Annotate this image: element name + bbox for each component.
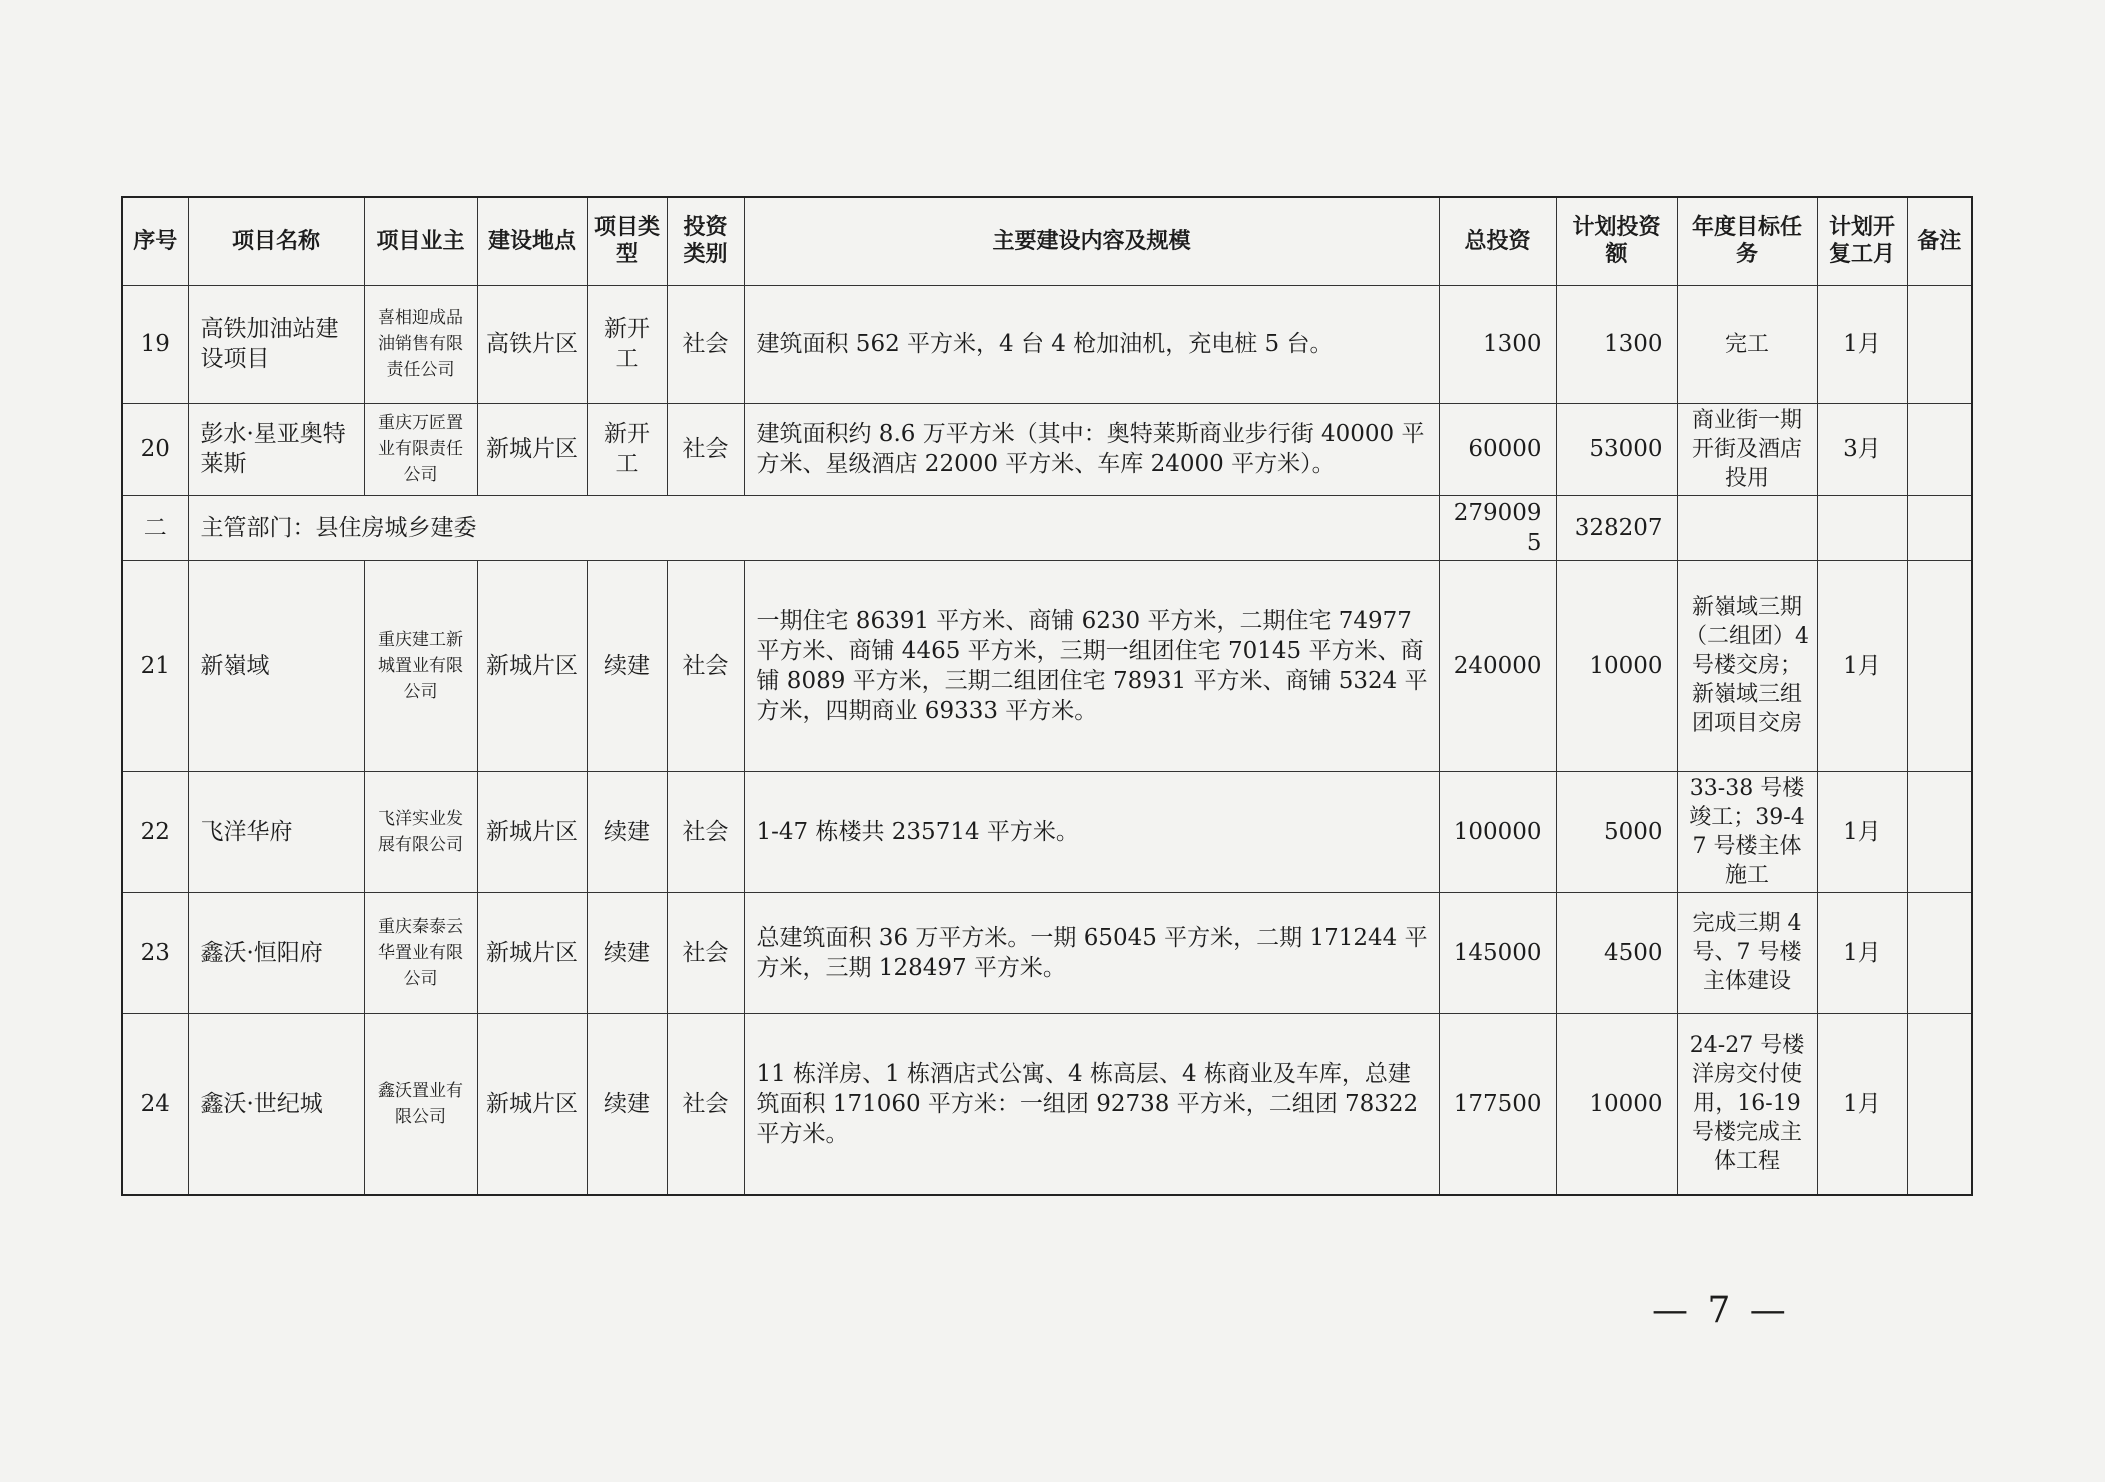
cell-month: 1月 <box>1817 1013 1907 1195</box>
section-label: 主管部门：县住房城乡建委 <box>188 495 1439 560</box>
cell-target: 完成三期 4 号、7 号楼主体建设 <box>1677 892 1817 1013</box>
page-number: — 7 — <box>1652 1290 1790 1331</box>
cell-location: 新城片区 <box>477 892 587 1013</box>
table-row <box>122 771 1972 892</box>
cell-remark <box>1907 892 1972 1013</box>
cell-remark <box>1907 285 1972 403</box>
cell-owner: 重庆建工新城置业有限公司 <box>364 560 477 771</box>
project-table-container <box>121 196 1971 1196</box>
section-planned: 328207 <box>1556 495 1677 560</box>
header-invest-cat: 投资类别 <box>667 197 744 285</box>
table-row <box>122 1013 1972 1195</box>
cell-total: 1300 <box>1439 285 1556 403</box>
header-row <box>122 197 1972 285</box>
cell-name: 鑫沃·世纪城 <box>188 1013 364 1195</box>
header-type: 项目类型 <box>587 197 667 285</box>
table-row <box>122 403 1972 495</box>
cell-name: 高铁加油站建设项目 <box>188 285 364 403</box>
header-name: 项目名称 <box>188 197 364 285</box>
cell-location: 新城片区 <box>477 771 587 892</box>
cell-content: 一期住宅 86391 平方米、商铺 6230 平方米，二期住宅 74977 平方米、商铺 4465 平方米，三期一组团住宅 70145 平方米、商铺 8089 平方米，三期二组团住宅 78931 平方米、商铺 5324 平方米，四期商业 69333 平方米。 <box>744 560 1439 771</box>
cell-content: 建筑面积约 8.6 万平方米（其中：奥特莱斯商业步行街 40000 平方米、星级酒店 22000 平方米、车库 24000 平方米）。 <box>744 403 1439 495</box>
cell-content: 总建筑面积 36 万平方米。一期 65045 平方米，二期 171244 平方米，三期 128497 平方米。 <box>744 892 1439 1013</box>
cell-planned: 10000 <box>1556 560 1677 771</box>
cell-invest-cat: 社会 <box>667 285 744 403</box>
header-target: 年度目标任务 <box>1677 197 1817 285</box>
cell-target: 24-27 号楼洋房交付使用，16-19 号楼完成主体工程 <box>1677 1013 1817 1195</box>
cell-planned: 5000 <box>1556 771 1677 892</box>
cell-remark <box>1907 771 1972 892</box>
cell-month: 1月 <box>1817 560 1907 771</box>
cell-owner: 鑫沃置业有限公司 <box>364 1013 477 1195</box>
cell-seq: 23 <box>122 892 188 1013</box>
cell-name: 新嶺域 <box>188 560 364 771</box>
cell-month: 3月 <box>1817 403 1907 495</box>
cell-name: 飞洋华府 <box>188 771 364 892</box>
cell-total: 100000 <box>1439 771 1556 892</box>
cell-owner: 喜相迎成品油销售有限责任公司 <box>364 285 477 403</box>
cell-target: 33-38 号楼竣工；39-47 号楼主体施工 <box>1677 771 1817 892</box>
cell-total: 177500 <box>1439 1013 1556 1195</box>
cell-month: 1月 <box>1817 285 1907 403</box>
cell-type: 续建 <box>587 1013 667 1195</box>
cell-invest-cat: 社会 <box>667 892 744 1013</box>
cell-target: 完工 <box>1677 285 1817 403</box>
cell-total: 240000 <box>1439 560 1556 771</box>
cell-target: 商业街一期开街及酒店投用 <box>1677 403 1817 495</box>
cell-planned: 53000 <box>1556 403 1677 495</box>
header-planned: 计划投资额 <box>1556 197 1677 285</box>
table-row <box>122 560 1972 771</box>
cell-remark <box>1907 560 1972 771</box>
cell-invest-cat: 社会 <box>667 1013 744 1195</box>
cell-content: 11 栋洋房、1 栋酒店式公寓、4 栋高层、4 栋商业及车库，总建筑面积 171060 平方米：一组团 92738 平方米，二组团 78322 平方米。 <box>744 1013 1439 1195</box>
cell-target: 新嶺域三期（二组团）4 号楼交房；新嶺域三组团项目交房 <box>1677 560 1817 771</box>
cell-total: 145000 <box>1439 892 1556 1013</box>
table-row <box>122 892 1972 1013</box>
cell-remark <box>1907 1013 1972 1195</box>
cell-seq: 20 <box>122 403 188 495</box>
cell-type: 续建 <box>587 892 667 1013</box>
cell-location: 新城片区 <box>477 403 587 495</box>
cell-location: 新城片区 <box>477 560 587 771</box>
header-owner: 项目业主 <box>364 197 477 285</box>
cell-location: 高铁片区 <box>477 285 587 403</box>
header-month: 计划开复工月 <box>1817 197 1907 285</box>
header-remark: 备注 <box>1907 197 1972 285</box>
cell-content: 1-47 栋楼共 235714 平方米。 <box>744 771 1439 892</box>
cell-month: 1月 <box>1817 771 1907 892</box>
cell-invest-cat: 社会 <box>667 560 744 771</box>
cell-content: 建筑面积 562 平方米，4 台 4 枪加油机，充电桩 5 台。 <box>744 285 1439 403</box>
cell-type: 续建 <box>587 771 667 892</box>
header-total: 总投资 <box>1439 197 1556 285</box>
cell-owner: 重庆秦泰云华置业有限公司 <box>364 892 477 1013</box>
cell-owner: 飞洋实业发展有限公司 <box>364 771 477 892</box>
cell-owner: 重庆万匠置业有限责任公司 <box>364 403 477 495</box>
cell-seq: 19 <box>122 285 188 403</box>
cell-planned: 4500 <box>1556 892 1677 1013</box>
cell-planned: 10000 <box>1556 1013 1677 1195</box>
table-row <box>122 285 1972 403</box>
project-table <box>121 196 1973 1196</box>
cell-type: 新开工 <box>587 403 667 495</box>
cell-type: 新开工 <box>587 285 667 403</box>
cell-type: 续建 <box>587 560 667 771</box>
cell-total: 60000 <box>1439 403 1556 495</box>
cell-remark <box>1907 403 1972 495</box>
section-total: 2790095 <box>1439 495 1556 560</box>
header-location: 建设地点 <box>477 197 587 285</box>
cell-name: 鑫沃·恒阳府 <box>188 892 364 1013</box>
header-seq: 序号 <box>122 197 188 285</box>
cell-seq: 24 <box>122 1013 188 1195</box>
cell-month: 1月 <box>1817 892 1907 1013</box>
cell-invest-cat: 社会 <box>667 403 744 495</box>
header-content: 主要建设内容及规模 <box>744 197 1439 285</box>
cell-location: 新城片区 <box>477 1013 587 1195</box>
section-seq: 二 <box>122 495 188 560</box>
cell-invest-cat: 社会 <box>667 771 744 892</box>
cell-planned: 1300 <box>1556 285 1677 403</box>
section-row <box>122 495 1972 560</box>
cell-seq: 21 <box>122 560 188 771</box>
cell-name: 彭水·星亚奥特莱斯 <box>188 403 364 495</box>
cell-seq: 22 <box>122 771 188 892</box>
